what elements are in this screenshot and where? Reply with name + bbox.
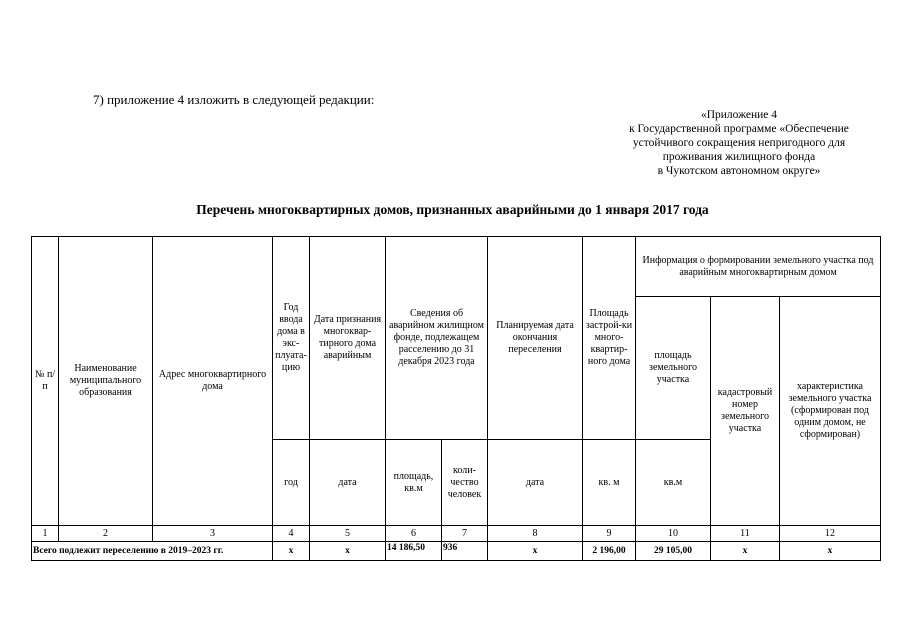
appendix-line: устойчивого сокращения непригодного для (632, 137, 846, 149)
total-land-area: 29 105,00 (636, 542, 711, 561)
header-characteristic: характеристика земельного участка (сформирован под одним домом, не сформирован) (780, 297, 881, 526)
total-cadastral: х (711, 542, 780, 561)
total-recognition-date: х (310, 542, 386, 561)
total-planned-date: х (488, 542, 583, 561)
header-year: Год ввода дома в экс-плуата-цию (273, 237, 310, 440)
header-num: № п/п (32, 237, 59, 526)
header-row (32, 237, 881, 297)
total-year: х (273, 542, 310, 561)
appendix-line: «Приложение 4 (700, 109, 778, 121)
appendix-line: к Государственной программе «Обеспечение (629, 123, 849, 135)
column-number: 9 (583, 526, 636, 542)
intro-text: 7) приложение 4 изложить в следующей редакции: (93, 92, 375, 107)
unit-built-area: кв. м (583, 440, 636, 526)
header-land-info: Информация о формировании земельного участка под аварийным многоквартирным домом (636, 237, 881, 297)
column-number: 2 (59, 526, 153, 542)
column-number: 11 (711, 526, 780, 542)
total-built-area: 2 196,00 (583, 542, 636, 561)
total-people: 936 (442, 542, 488, 561)
total-label: Всего подлежит переселению в 2019–2023 гг. (32, 542, 273, 561)
unit-people: коли-чество человек (442, 440, 488, 526)
column-number: 4 (273, 526, 310, 542)
column-numbers-row (32, 526, 881, 542)
column-number: 6 (386, 526, 442, 542)
column-number: 12 (780, 526, 881, 542)
housing-table (31, 236, 881, 561)
header-fund-info: Сведения об аварийном жилищном фонде, подлежащем расселению до 31 декабря 2023 года (386, 237, 488, 440)
appendix-reference (560, 108, 905, 178)
column-number: 10 (636, 526, 711, 542)
unit-recognition-date: дата (310, 440, 386, 526)
header-address: Адрес многоквартирного дома (153, 237, 273, 526)
appendix-line: проживания жилищного фонда (662, 151, 816, 163)
header-cadastral: кадастровый номер земельного участка (711, 297, 780, 526)
unit-planned-date: дата (488, 440, 583, 526)
unit-area: площадь, кв.м (386, 440, 442, 526)
total-area: 14 186,50 (386, 542, 442, 561)
column-number: 3 (153, 526, 273, 542)
column-number: 1 (32, 526, 59, 542)
column-number: 8 (488, 526, 583, 542)
page-title: Перечень многоквартирных домов, признанных аварийными до 1 января 2017 года (196, 202, 709, 217)
column-number: 5 (310, 526, 386, 542)
total-characteristic: х (780, 542, 881, 561)
total-row (32, 542, 881, 561)
unit-year: год (273, 440, 310, 526)
unit-land-area: кв.м (636, 440, 711, 526)
appendix-line: в Чукотском автономном округе» (657, 165, 821, 177)
header-land-area: площадь земельного участка (636, 297, 711, 440)
header-planned-date: Планируемая дата окончания переселения (488, 237, 583, 440)
column-number: 7 (442, 526, 488, 542)
header-municipality: Наименование муниципального образования (59, 237, 153, 526)
header-built-area: Площадь застрой-ки много-квартир-ного дома (583, 237, 636, 440)
header-recognition-date: Дата признания многоквар-тирного дома аварийным (310, 237, 386, 440)
